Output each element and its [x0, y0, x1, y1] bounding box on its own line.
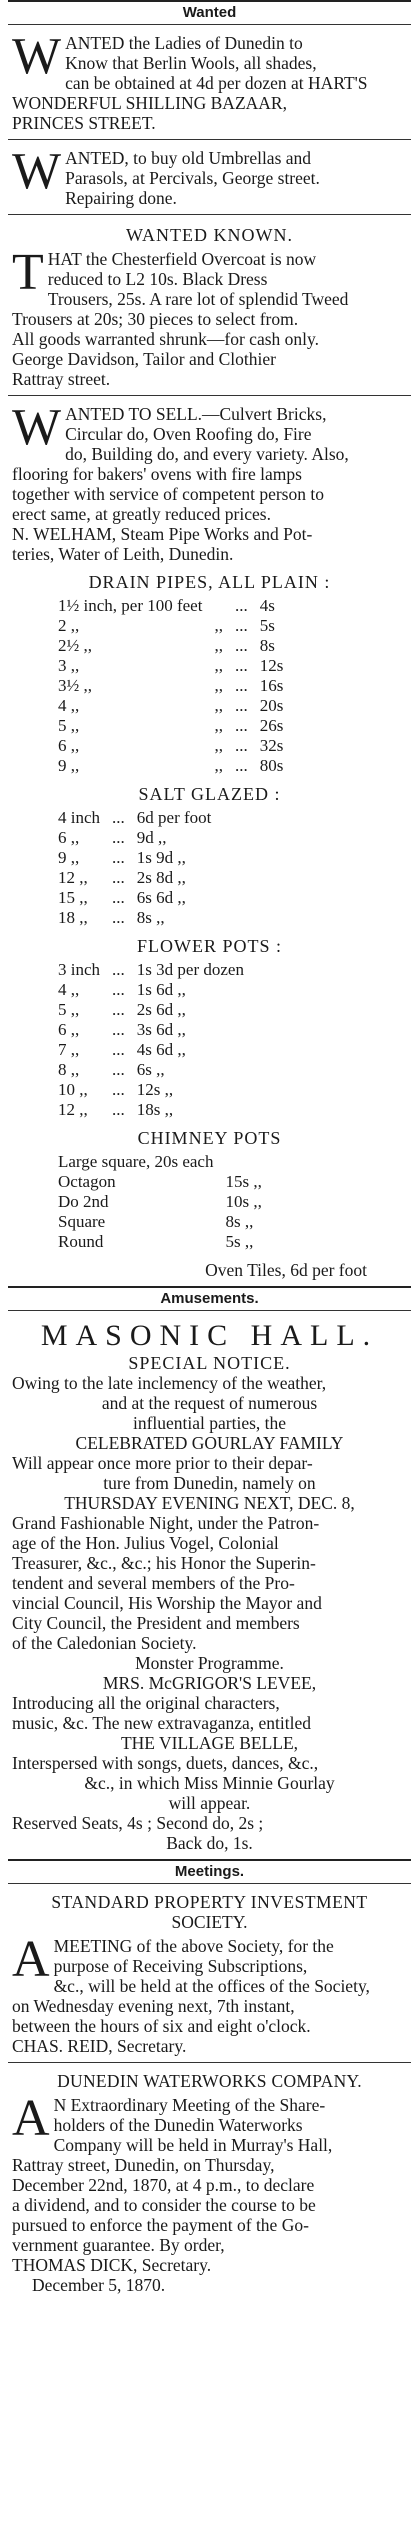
ad-line: on Wednesday evening next, 7th instant,	[12, 1996, 295, 2016]
cell-mid: ,,	[214, 756, 223, 775]
ad-line: Rattray street, Dunedin, on Thursday,	[12, 2155, 275, 2175]
ad-line: reduced to L2 10s. Black Dress	[47, 269, 268, 289]
ad-line: December 22nd, 1870, at 4 p.m., to declare	[12, 2175, 315, 2195]
ad-title: MASONIC HALL.	[40, 1319, 379, 1352]
cell-price: 8s	[259, 636, 275, 655]
ad-line: Grand Fashionable Night, under the Patron-	[12, 1513, 320, 1533]
ad-line: Trousers, 25s. A rare lot of splendid Tweed	[47, 289, 349, 309]
cell-price: 16s	[259, 676, 284, 695]
ad-line: age of the Hon. Julius Vogel, Colonial	[12, 1533, 279, 1553]
salt-glazed-row	[52, 888, 217, 908]
ad-line: Parasols, at Percivals, George street.	[65, 168, 320, 188]
cell-price: 6d per foot	[136, 808, 212, 827]
ad-line: CELEBRATED GOURLAY FAMILY	[75, 1433, 344, 1453]
cell-price: 8s ,,	[136, 908, 165, 927]
ad-title: DUNEDIN WATERWORKS COMPANY.	[57, 2071, 362, 2091]
cell-size: 4 inch	[58, 808, 101, 827]
ad-line: &c., will be held at the offices of the Society,	[53, 1976, 370, 1996]
cell-size: 7 ,,	[58, 1040, 80, 1059]
cell-size: 9 ,,	[58, 848, 80, 867]
cell-d1: ...	[112, 808, 125, 827]
cell-price: 12s	[259, 656, 284, 675]
cell-price: 6s 6d ,,	[136, 888, 186, 907]
chimney-pots-table	[52, 1152, 268, 1252]
dropcap: A	[12, 1931, 50, 1988]
ad-line: George Davidson, Tailor and Clothier	[12, 349, 276, 369]
cell-size: 3 inch	[58, 960, 101, 979]
cell-mid	[208, 596, 229, 616]
ad-line: flooring for bakers' ovens with fire lamps	[12, 464, 302, 484]
ad-line: All goods warranted shrunk—for cash only.	[12, 329, 319, 349]
ad-body	[12, 1931, 407, 2036]
ad-line: Back do, 1s.	[166, 1833, 253, 1853]
cell-size: 2 ,,	[58, 616, 80, 635]
salt-glazed-heading: SALT GLAZED :	[138, 784, 281, 804]
ad-line: THE VILLAGE BELLE,	[120, 1733, 299, 1753]
salt-glazed-row	[52, 868, 217, 888]
amusements-section-header: Amusements.	[160, 1290, 259, 1307]
cell-name: Large square, 20s each	[58, 1152, 214, 1171]
drain-pipe-row	[52, 676, 289, 696]
salt-glazed-row	[52, 848, 217, 868]
ad-line: City Council, the President and members	[12, 1613, 300, 1633]
cell-size: 5 ,,	[58, 1000, 80, 1019]
cell-mid: ,,	[214, 696, 223, 715]
flower-pots-heading: FLOWER POTS :	[136, 936, 282, 956]
cell-dots: ...	[234, 736, 248, 755]
oven-tiles-line: Oven Tiles, 6d per foot	[205, 1260, 367, 1280]
ad-wanted-known	[12, 215, 407, 395]
cell-size: 4 ,,	[58, 980, 80, 999]
cell-price: 8s ,,	[225, 1212, 254, 1231]
drain-pipe-row	[52, 616, 289, 636]
ad-line: and at the request of numerous	[101, 1393, 318, 1413]
cell-d1: ...	[112, 828, 125, 847]
ad-line: do, Building do, and every variety. Also,	[65, 444, 349, 464]
cell-dots: ...	[234, 696, 248, 715]
ad-wanted-to-sell	[12, 396, 407, 1286]
cell-mid: ,,	[214, 716, 223, 735]
ad-line: erect same, at greatly reduced prices.	[12, 504, 271, 524]
cell-name: Round	[58, 1232, 104, 1251]
signature: THOMAS DICK, Secretary.	[12, 2255, 212, 2275]
cell-size: 6 ,,	[58, 736, 80, 755]
cell-size: 2½ ,,	[58, 636, 92, 655]
wanted-section-header: Wanted	[182, 4, 237, 21]
chimney-pot-row	[52, 1152, 268, 1172]
ad-line: WONDERFUL SHILLING BAZAAR,	[12, 93, 287, 113]
flower-pot-row	[52, 1060, 250, 1080]
cell-d1: ...	[112, 1020, 125, 1039]
cell-d1: ...	[112, 960, 125, 979]
ad-line: holders of the Dunedin Waterworks	[53, 2115, 303, 2135]
ad-line: Owing to the late inclemency of the weather,	[12, 1373, 327, 1393]
cell-size: 6 ,,	[58, 828, 80, 847]
cell-dots: ...	[234, 716, 248, 735]
ad-body	[12, 1373, 407, 1853]
cell-price: 4s	[259, 596, 275, 615]
dropcap: A	[12, 2090, 50, 2147]
dropcap: W	[12, 143, 62, 200]
cell-price: 15s ,,	[225, 1172, 262, 1191]
cell-price: 20s	[259, 696, 284, 715]
cell-d1: ...	[112, 848, 125, 867]
cell-name: Square	[58, 1212, 106, 1231]
cell-size: 18 ,,	[58, 908, 88, 927]
cell-price: 18s ,,	[136, 1100, 174, 1119]
flower-pot-row	[52, 1100, 250, 1120]
cell-price: 6s ,,	[136, 1060, 165, 1079]
cell-size: 3½ ,,	[58, 676, 92, 695]
flower-pot-row	[52, 1080, 250, 1100]
cell-d1: ...	[112, 1060, 125, 1079]
cell-dots: ...	[234, 636, 248, 655]
ad-berlin-wools	[12, 25, 407, 139]
ad-line: Will appear once more prior to their depar-	[12, 1453, 313, 1473]
salt-glazed-row	[52, 808, 217, 828]
cell-size: 15 ,,	[58, 888, 88, 907]
ad-line: tendent and several members of the Pro-	[12, 1573, 295, 1593]
ad-subtitle: SPECIAL NOTICE.	[128, 1353, 291, 1373]
ad-standard-property	[12, 1884, 407, 2062]
cell-price	[219, 1152, 267, 1172]
ad-line: Company will be held in Murray's Hall,	[53, 2135, 333, 2155]
flower-pot-row	[52, 1020, 250, 1040]
cell-size: 8 ,,	[58, 1060, 80, 1079]
cell-price: 12s ,,	[136, 1080, 174, 1099]
drain-pipes-table	[52, 596, 289, 776]
ad-line: ANTED TO SELL.—Culvert Bricks,	[65, 404, 327, 424]
ad-line: ANTED the Ladies of Dunedin to	[65, 33, 303, 53]
drain-pipes-heading: DRAIN PIPES, ALL PLAIN :	[88, 572, 331, 592]
cell-dots: ...	[234, 676, 248, 695]
drain-pipe-row	[52, 696, 289, 716]
cell-name: Do 2nd	[58, 1192, 109, 1211]
cell-mid: ,,	[214, 636, 223, 655]
cell-dots: ...	[234, 656, 248, 675]
cell-price: 1s 3d per dozen	[136, 960, 244, 979]
ad-line: Treasurer, &c., &c.; his Honor the Superin-	[12, 1553, 316, 1573]
ad-line: Trousers at 20s; 30 pieces to select from.	[12, 309, 299, 329]
ad-line: pursued to enforce the payment of the Go-	[12, 2215, 309, 2235]
chimney-pot-row	[52, 1232, 268, 1252]
ad-line: a dividend, and to consider the course to be	[12, 2195, 316, 2215]
cell-price: 5s	[259, 616, 275, 635]
ad-line: Circular do, Oven Roofing do, Fire	[65, 424, 312, 444]
ad-line: MRS. McGRIGOR'S LEVEE,	[102, 1673, 317, 1693]
cell-size: 12 ,,	[58, 868, 88, 887]
cell-price: 4s 6d ,,	[136, 1040, 186, 1059]
drain-pipe-row	[52, 756, 289, 776]
cell-price: 1s 9d ,,	[136, 848, 186, 867]
drain-pipe-row	[52, 596, 289, 616]
ad-title: SOCIETY.	[171, 1912, 248, 1932]
cell-price: 2s 8d ,,	[136, 868, 186, 887]
cell-d1: ...	[112, 908, 125, 927]
ad-line: HAT the Chesterfield Overcoat is now	[47, 249, 317, 269]
cell-mid: ,,	[214, 736, 223, 755]
ad-line: MEETING of the above Society, for the	[53, 1936, 334, 1956]
ad-line: between the hours of six and eight o'clock.	[12, 2016, 311, 2036]
cell-dots: ...	[234, 756, 248, 775]
flower-pots-table	[52, 960, 250, 1120]
ad-line: Repairing done.	[65, 188, 177, 208]
ad-line: ANTED, to buy old Umbrellas and	[65, 148, 312, 168]
cell-d1: ...	[112, 888, 125, 907]
ad-line: vincial Council, His Worship the Mayor and	[12, 1593, 322, 1613]
ad-masonic-hall	[12, 1311, 407, 1859]
dropcap: W	[12, 28, 62, 85]
cell-price: 5s ,,	[225, 1232, 254, 1251]
chimney-pot-row	[52, 1212, 268, 1232]
cell-size: 10 ,,	[58, 1080, 88, 1099]
cell-size: 12 ,,	[58, 1100, 88, 1119]
cell-size: 4 ,,	[58, 696, 80, 715]
ad-line: Interspersed with songs, duets, dances, &c.,	[12, 1753, 319, 1773]
flower-pot-row	[52, 1000, 250, 1020]
ad-line: can be obtained at 4d per dozen at HART'S	[65, 73, 368, 93]
cell-d1: ...	[112, 1080, 125, 1099]
ad-line: PRINCES STREET.	[12, 113, 156, 133]
dropcap: T	[12, 244, 44, 301]
cell-price: 26s	[259, 716, 284, 735]
cell-price: 32s	[259, 736, 284, 755]
drain-pipe-row	[52, 736, 289, 756]
ad-line: Reserved Seats, 4s ; Second do, 2s ;	[12, 1813, 264, 1833]
cell-d1: ...	[112, 980, 125, 999]
ad-line: vernment guarantee. By order,	[12, 2235, 225, 2255]
cell-size: 3 ,,	[58, 656, 80, 675]
ad-line: together with service of competent person to	[12, 484, 324, 504]
cell-price: 9d ,,	[136, 828, 167, 847]
ad-line: will appear.	[168, 1793, 251, 1813]
ad-dunedin-waterworks	[12, 2063, 407, 2301]
ad-line: influential parties, the	[132, 1413, 287, 1433]
cell-mid: ,,	[214, 616, 223, 635]
ad-line: Know that Berlin Wools, all shades,	[65, 53, 317, 73]
meetings-section-header: Meetings.	[174, 1863, 245, 1880]
cell-size: 6 ,,	[58, 1020, 80, 1039]
cell-mid: ,,	[214, 656, 223, 675]
chimney-pots-heading: CHIMNEY POTS	[137, 1128, 282, 1148]
cell-mid: ,,	[214, 676, 223, 695]
drain-pipe-row	[52, 716, 289, 736]
cell-d1: ...	[112, 868, 125, 887]
ad-line: purpose of Receiving Subscriptions,	[53, 1956, 308, 1976]
flower-pot-row	[52, 980, 250, 1000]
ad-body	[12, 2090, 407, 2255]
flower-pot-row	[52, 960, 250, 980]
ad-title: WANTED KNOWN.	[126, 225, 293, 245]
cell-price: 10s ,,	[225, 1192, 262, 1211]
cell-price: 3s 6d ,,	[136, 1020, 186, 1039]
cell-price: 2s 6d ,,	[136, 1000, 186, 1019]
cell-size: 5 ,,	[58, 716, 80, 735]
salt-glazed-row	[52, 908, 217, 928]
ad-umbrellas	[12, 140, 407, 214]
ad-line: Monster Programme.	[135, 1653, 284, 1673]
ad-line: THURSDAY EVENING NEXT, DEC. 8,	[64, 1493, 355, 1513]
cell-d1: ...	[112, 1100, 125, 1119]
cell-size: 1½ inch, per 100 feet	[58, 596, 203, 615]
ad-line: Rattray street.	[12, 369, 111, 389]
ad-title: STANDARD PROPERTY INVESTMENT	[51, 1892, 368, 1912]
cell-d1: ...	[112, 1000, 125, 1019]
cell-d1: ...	[112, 1040, 125, 1059]
drain-pipe-row	[52, 656, 289, 676]
ad-line: N Extraordinary Meeting of the Share-	[53, 2095, 326, 2115]
signature: CHAS. REID, Secretary.	[12, 2036, 187, 2056]
dropcap: W	[12, 399, 62, 456]
chimney-pot-row	[52, 1192, 268, 1212]
ad-line: &c., in which Miss Minnie Gourlay	[84, 1773, 335, 1793]
drain-pipe-row	[52, 636, 289, 656]
cell-name: Octagon	[58, 1172, 116, 1191]
salt-glazed-row	[52, 828, 217, 848]
cell-dots: ...	[234, 616, 248, 635]
ad-line: N. WELHAM, Steam Pipe Works and Pot-	[12, 524, 313, 544]
salt-glazed-table	[52, 808, 217, 928]
flower-pot-row	[52, 1040, 250, 1060]
ad-line: music, &c. The new extravaganza, entitled	[12, 1713, 312, 1733]
cell-price: 1s 6d ,,	[136, 980, 186, 999]
ad-line: ture from Dunedin, namely on	[103, 1473, 316, 1493]
ad-line: of the Caledonian Society.	[12, 1633, 197, 1653]
cell-size: 9 ,,	[58, 756, 80, 775]
date-line: December 5, 1870.	[32, 2275, 166, 2295]
cell-dots: ...	[234, 596, 248, 615]
ad-line: teries, Water of Leith, Dunedin.	[12, 544, 234, 564]
chimney-pot-row	[52, 1172, 268, 1192]
ad-line: Introducing all the original characters,	[12, 1693, 280, 1713]
cell-price: 80s	[259, 756, 284, 775]
